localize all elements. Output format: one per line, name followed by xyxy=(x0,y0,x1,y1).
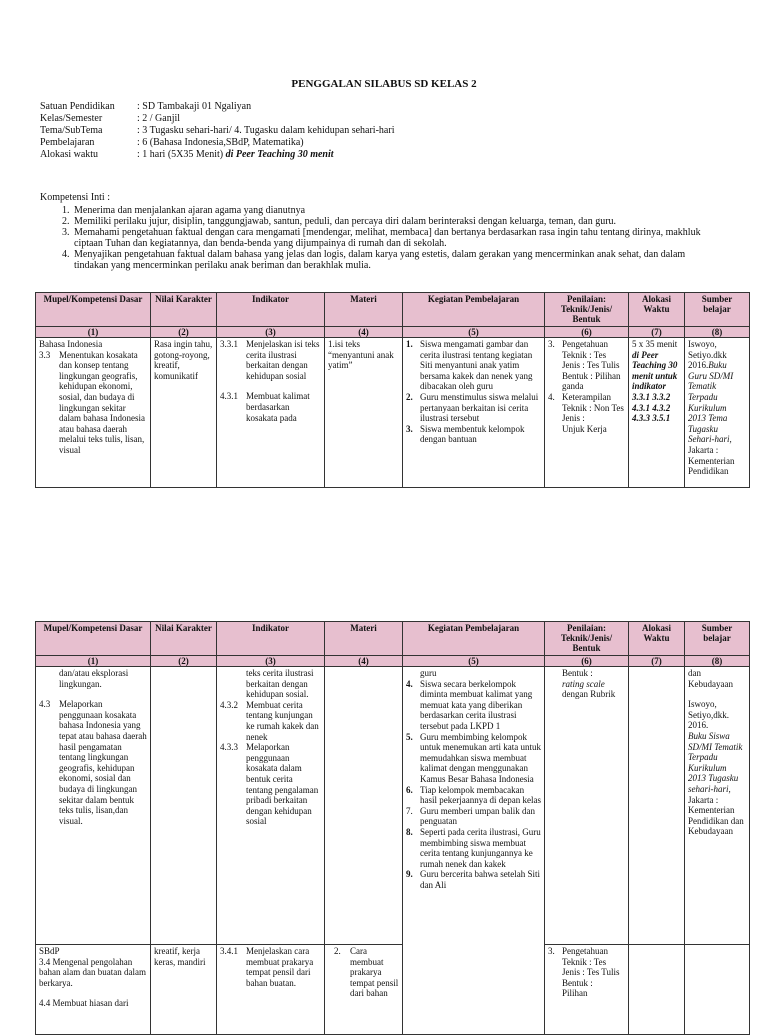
col-header: Indikator xyxy=(217,622,325,656)
col-header: Nilai Karakter xyxy=(151,622,217,656)
col-number: (3) xyxy=(217,656,325,667)
col-header: Nilai Karakter xyxy=(151,293,217,327)
col-number: (6) xyxy=(545,327,629,338)
indicator-item xyxy=(220,700,321,742)
col-header: Sumber belajar xyxy=(685,293,750,327)
activity-text: Guru membimbing kelompok untuk menemukan arti kata untuk memudahkan siswa membuat kalimat dengan menggunakan Kamus Besar Bahasa Indonesia xyxy=(420,731,541,784)
indicator-text: teks cerita ilustrasi berkaitan dengan kehidupan sosial. xyxy=(246,668,314,700)
indicator-item xyxy=(220,742,321,827)
table-row xyxy=(36,945,750,1035)
ki-heading: Kompetensi Inti : xyxy=(40,192,110,203)
info-row xyxy=(40,113,394,125)
col-number: (5) xyxy=(403,656,545,667)
info-value-text: : 1 hari (5X35 Menit) xyxy=(137,149,224,160)
assessment-line: Teknik : Tes xyxy=(562,956,607,967)
col-number: (8) xyxy=(685,327,750,338)
activity-item xyxy=(406,424,541,445)
assessment-line: Pengetahuan xyxy=(562,946,608,956)
assessment-line: Bentuk : xyxy=(562,668,593,678)
indicator-code: 4.3.2 xyxy=(220,699,238,710)
indicator-code: 4.3.3 xyxy=(220,742,238,753)
ki-item: 4. Menyajikan pengetahuan faktual dalam bahasa yang jelas dan logis, dalam karya yang estetis, dalam gerakan yang mencerminkan anak sehat, dan dalam tindakan yang mencerminkan perilaku anak beriman dan berakhlak mulia. xyxy=(72,249,720,271)
col-header: Materi xyxy=(325,622,403,656)
source-author: Iswoyo, Setiyo.dkk 2016. xyxy=(688,339,727,371)
ki-item: 3. Memahami pengetahuan faktual dengan cara mengamati [mendengar, melihat, membaca] dan bertanya berdasarkan rasa ingin tahu tentang dirinya, makhluk ciptaan Tuhan dan kegiatannya, dan benda-benda yang dijumpainya di rumah dan di sekolah. xyxy=(72,227,720,249)
activity-text: Siswa membentuk kelompok dengan bantuan xyxy=(420,423,525,445)
materi-cell xyxy=(325,945,403,1035)
activity-number: 4. xyxy=(406,678,413,689)
alokasi-cell xyxy=(629,667,685,945)
activity-number: 8. xyxy=(406,826,413,837)
indicator-text: Melaporkan penggunaan kosakata dalam bentuk cerita tentang pengalaman pribadi berkaitan dengan kehidupan sosial xyxy=(246,742,319,827)
kd-number: 3.3 xyxy=(39,349,51,360)
assessment-item xyxy=(548,392,625,434)
activity-number: 7. xyxy=(406,805,413,816)
materi-cell: 1.isi teks “menyantuni anak yatim” xyxy=(325,338,403,488)
table-row xyxy=(36,667,750,945)
col-number: (7) xyxy=(629,327,685,338)
col-number: (1) xyxy=(36,327,151,338)
activity-item xyxy=(406,785,541,806)
info-key: Kelas/Semester xyxy=(40,113,103,124)
activity-text: guru xyxy=(420,668,437,678)
kd-text: Melaporkan penggunaan kosakata bahasa Indonesia yang tepat atau bahasa daerah hasil pengamatan tentang lingkungan geografis, kehidupan ekonomi, sosial dan budaya di lingkungan sekitar dalam bentuk teks tulis, lisan,dan visual. xyxy=(59,699,147,826)
kd-text: dan/atau eksplorasi lingkungan. xyxy=(59,668,129,689)
page-title: PENGGALAN SILABUS SD KELAS 2 xyxy=(291,78,477,90)
col-number: (5) xyxy=(403,327,545,338)
column-number-row xyxy=(36,327,750,338)
info-row xyxy=(40,101,394,113)
activity-text: Guru menstimulus siswa melalui pertanyaan berkaitan isi cerita ilustrasi tersebut xyxy=(420,391,539,424)
kegiatan-cell xyxy=(403,667,545,1035)
indicator-text: Membuat cerita tentang kunjungan ke rumah kakek dan nenek xyxy=(246,699,319,742)
info-row xyxy=(40,137,394,149)
assessment-text xyxy=(562,946,619,999)
activity-number: 9. xyxy=(406,869,413,880)
activity-item xyxy=(406,806,541,827)
activity-item xyxy=(406,339,541,392)
col-header: Mupel/Kompetensi Dasar xyxy=(36,293,151,327)
kd-item xyxy=(39,350,147,456)
col-header: Mupel/Kompetensi Dasar xyxy=(36,622,151,656)
nilai-cell xyxy=(151,667,217,945)
col-number: (2) xyxy=(151,656,217,667)
col-header: Sumber belajar xyxy=(685,622,750,656)
info-row xyxy=(40,125,394,137)
activity-number: 3. xyxy=(406,423,413,434)
activity-number: 2. xyxy=(406,391,413,402)
assessment-line: Bentuk : xyxy=(562,977,593,988)
col-header: Kegiatan Pembelajaran xyxy=(403,293,545,327)
source-publisher: Jakarta : Kementerian Pendidikan xyxy=(688,444,735,477)
materi-cell xyxy=(325,667,403,945)
activity-text: Guru bercerita bahwa setelah Siti dan Ali xyxy=(420,869,540,890)
penilaian-cell xyxy=(545,945,629,1035)
info-key: Tema/SubTema xyxy=(40,125,103,136)
syllabus-table-1 xyxy=(35,292,750,488)
assessment-text xyxy=(562,339,625,392)
source-publisher: Jakarta : Kementerian Pendidikan dan Kebudayaan xyxy=(688,794,744,837)
col-header: Penilaian: Teknik/Jenis/ Bentuk xyxy=(545,293,629,327)
mupel-cell xyxy=(36,667,151,945)
indicator-code: 3.4.1 xyxy=(220,946,238,956)
assessment-line: Jenis : Tes Tulis xyxy=(562,360,620,371)
indicator-text: Membuat kalimat berdasarkan kosakata pada xyxy=(246,391,310,423)
assessment-line: Jenis : xyxy=(562,413,585,424)
activity-item xyxy=(406,869,541,890)
assessment-number: 4. xyxy=(548,391,555,402)
col-number: (3) xyxy=(217,327,325,338)
identity-block xyxy=(40,101,394,161)
nilai-cell: Rasa ingin tahu, gotong-royong, kreatif, komunikatif xyxy=(151,338,217,488)
source-title: Buku Siswa SD/MI Tematik Terpadu Kurikulum 2013 Tugasku sehari-hari, xyxy=(688,730,743,794)
activity-text: Seperti pada cerita ilustrasi, Guru membimbing siswa membuat cerita tentang kunjungannya ke rumah nenek dan kakek xyxy=(420,826,541,869)
mupel-cell xyxy=(36,945,151,1035)
assessment-text xyxy=(548,668,625,700)
col-header: Penilaian: Teknik/Jenis/ Bentuk xyxy=(545,622,629,656)
col-header: Alokasi Waktu xyxy=(629,622,685,656)
source-author: Iswoyo, Setiyo,dkk. 2016. xyxy=(688,699,730,731)
activity-number: 6. xyxy=(406,784,413,795)
header-row xyxy=(36,622,750,656)
header-row xyxy=(36,293,750,327)
assessment-line: Unjuk Kerja xyxy=(562,423,607,434)
materi-item xyxy=(328,946,399,999)
info-key: Alokasi waktu xyxy=(40,149,99,160)
assessment-item xyxy=(548,339,625,392)
assessment-line: rating scale xyxy=(562,678,605,689)
kd-item xyxy=(39,699,147,826)
penilaian-cell xyxy=(545,338,629,488)
ki-item: 1. Menerima dan menjalankan ajaran agama yang dianutnya xyxy=(72,205,720,216)
assessment-line: Pilihan xyxy=(562,988,588,999)
col-header: Indikator xyxy=(217,293,325,327)
activity-item xyxy=(406,392,541,424)
col-header: Alokasi Waktu xyxy=(629,293,685,327)
assessment-line: Teknik : Non Tes xyxy=(562,402,624,413)
assessment-line: Pengetahuan xyxy=(562,339,608,349)
subject-name: SBdP xyxy=(39,946,60,956)
col-header: Kegiatan Pembelajaran xyxy=(403,622,545,656)
col-number: (7) xyxy=(629,656,685,667)
kompetensi-inti xyxy=(40,192,720,271)
info-value: : 3 Tugasku sehari-hari/ 4. Tugasku dalam kehidupan sehari-hari xyxy=(137,125,395,136)
activity-item xyxy=(406,732,541,785)
col-number: (2) xyxy=(151,327,217,338)
info-value: : 2 / Ganjil xyxy=(137,113,181,124)
indikator-cell xyxy=(217,338,325,488)
kd-number: 4.3 xyxy=(39,699,51,710)
source-publisher: dan Kebudayaan xyxy=(688,668,733,689)
sumber-cell xyxy=(685,667,750,945)
col-number: (4) xyxy=(325,327,403,338)
kd-text: 4.4 Membuat hiasan dari xyxy=(39,998,129,1009)
col-number: (1) xyxy=(36,656,151,667)
activity-text: Siswa secara berkelompok diminta membuat kalimat yang memuat kata yang diberikan berdasarkan cerita ilustrasi tersebut pada LKPD 1 xyxy=(420,678,533,731)
ki-item: 2. Memiliki perilaku jujur, disiplin, tanggungjawab, santun, peduli, dan percaya diri dalam berinteraksi dengan keluarga, teman, dan guru. xyxy=(72,216,720,227)
penilaian-cell xyxy=(545,667,629,945)
activity-text: Guru memberi umpan balik dan penguatan xyxy=(420,805,535,827)
info-key: Satuan Pendidikan xyxy=(40,101,115,112)
indicator-item xyxy=(220,391,321,423)
activity-number: 1. xyxy=(406,339,413,349)
indicator-code: 3.3.1 xyxy=(220,339,238,349)
col-header: Materi xyxy=(325,293,403,327)
indikator-cell xyxy=(217,667,325,945)
assessment-line: Teknik : Tes xyxy=(562,349,607,360)
info-value: : SD Tambakaji 01 Ngaliyan xyxy=(137,101,252,112)
assessment-line: Bentuk : Pilihan ganda xyxy=(562,370,621,392)
assessment-line: dengan Rubrik xyxy=(562,689,616,700)
activity-item xyxy=(406,679,541,732)
subject-name: Bahasa Indonesia xyxy=(39,339,103,349)
activity-number: 5. xyxy=(406,731,413,742)
info-value xyxy=(137,149,334,161)
activity-text: Siswa mengamati gambar dan cerita ilustrasi tentang kegiatan Siti menyantuni anak yatim bersama kakek dan nenek yang dibacakan oleh guru xyxy=(420,339,533,392)
indicator-text: Menjelaskan cara membuat prakarya tempat pensil dari bahan buatan. xyxy=(246,946,314,988)
time-allocation: 5 x 35 menit xyxy=(632,339,678,349)
alokasi-cell xyxy=(629,945,685,1035)
info-value: : 6 (Bahasa Indonesia,SBdP, Matematika) xyxy=(137,137,304,148)
alokasi-cell xyxy=(629,338,685,488)
col-number: (8) xyxy=(685,656,750,667)
indicator-text: Menjelaskan isi teks cerita ilustrasi berkaitan dengan kehidupan sosial xyxy=(246,339,320,381)
nilai-cell: kreatif, kerja keras, mandiri xyxy=(151,945,217,1035)
table-row xyxy=(36,338,750,488)
activity-item xyxy=(406,827,541,869)
indikator-cell xyxy=(217,945,325,1035)
kd-text: Menentukan kosakata dan konsep tentang lingkungan geografis, kehidupan ekonomi, sosial, dan budaya di lingkungan sekitar dalam bahasa Indonesia atau bahasa daerah melalui teks tulis, lisan, visual xyxy=(59,349,145,455)
time-allocation-note: di Peer Teaching 30 menit untuk indikator 3.3.1 3.3.2 4.3.1 4.3.2 4.3.3 3.5.1 xyxy=(632,349,678,424)
indicator-code: 4.3.1 xyxy=(220,391,238,402)
mupel-cell xyxy=(36,338,151,488)
kegiatan-cell xyxy=(403,338,545,488)
assessment-item xyxy=(548,946,625,999)
col-number: (6) xyxy=(545,656,629,667)
col-number: (4) xyxy=(325,656,403,667)
info-value-emphasis: di Peer Teaching 30 menit xyxy=(223,149,334,160)
sumber-cell xyxy=(685,338,750,488)
column-number-row xyxy=(36,656,750,667)
assessment-number: 3. xyxy=(548,339,555,349)
materi-text: Cara membuat prakarya tempat pensil dari bahan xyxy=(350,946,399,999)
materi-number: 2. xyxy=(334,946,341,956)
assessment-line: Jenis : Tes Tulis xyxy=(562,967,620,978)
kd-text: 3.4 Mengenal pengolahan bahan alam dan buatan dalam berkarya. xyxy=(39,956,146,988)
assessment-number: 3. xyxy=(548,946,555,956)
ki-list xyxy=(40,205,720,271)
source-title: Buku Guru SD/MI Tematik Terpadu Kurikulum 2013 Tema Tugasku Sehari-hari, xyxy=(688,360,734,445)
info-row xyxy=(40,149,394,161)
indicator-item xyxy=(220,946,321,988)
info-key: Pembelajaran xyxy=(40,137,95,148)
activity-text: Tiap kelompok membacakan hasil pekerjaannya di depan kelas xyxy=(420,784,541,806)
assessment-text xyxy=(562,392,624,434)
syllabus-table-2 xyxy=(35,621,750,1035)
assessment-line: Keterampilan xyxy=(562,391,611,402)
indicator-item xyxy=(220,339,321,381)
sumber-cell xyxy=(685,945,750,1035)
